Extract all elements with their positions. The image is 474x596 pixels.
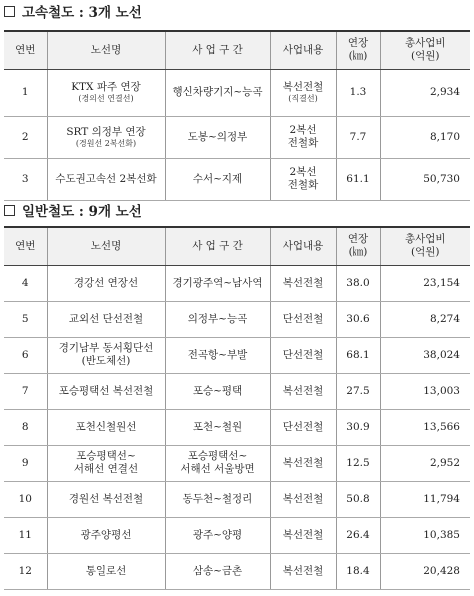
cell-no: 12 xyxy=(4,553,47,589)
cell-no: 5 xyxy=(4,301,47,337)
cell-name: 경강선 연장선 xyxy=(47,265,165,301)
cell-cost: 8,170 xyxy=(380,116,470,158)
cell-length: 68.1 xyxy=(336,337,380,373)
section-title-general xyxy=(4,200,142,220)
header-length: 연장 (㎞) xyxy=(336,31,380,69)
highspeed-rail-table xyxy=(4,30,470,201)
cell-cost: 2,934 xyxy=(380,69,470,116)
cell-work: 복선전철 xyxy=(270,445,336,481)
checkbox-icon xyxy=(4,205,15,216)
cell-work: 복선전철 xyxy=(270,553,336,589)
cell-work xyxy=(270,69,336,116)
cell-length: 30.6 xyxy=(336,301,380,337)
cell-section: 전곡항~부발 xyxy=(165,337,270,373)
cell-cost: 11,794 xyxy=(380,481,470,517)
cell-work: 복선전철 xyxy=(270,517,336,553)
header-length: 연장 (㎞) xyxy=(336,227,380,265)
table-row xyxy=(4,69,470,116)
cell-length: 27.5 xyxy=(336,373,380,409)
cell-section: 포승평택선~ 서해선 서울방면 xyxy=(165,445,270,481)
table-header-row xyxy=(4,31,470,69)
table-row xyxy=(4,481,470,517)
cell-section: 도봉~의정부 xyxy=(165,116,270,158)
cell-cost: 2,952 xyxy=(380,445,470,481)
cell-no: 1 xyxy=(4,69,47,116)
section-title-text: 일반철도 : 9개 노선 xyxy=(22,204,142,220)
general-rail-table xyxy=(4,226,470,590)
header-line-name: 노선명 xyxy=(47,227,165,265)
cell-name-sub: (경의선 연결선) xyxy=(78,94,134,103)
cell-name: 포천신철원선 xyxy=(47,409,165,445)
cell-length: 30.9 xyxy=(336,409,380,445)
cell-name: 통일로선 xyxy=(47,553,165,589)
table-row xyxy=(4,553,470,589)
cell-cost: 13,003 xyxy=(380,373,470,409)
cell-length: 50.8 xyxy=(336,481,380,517)
header-work: 사업내용 xyxy=(270,227,336,265)
cell-section: 동두천~철정리 xyxy=(165,481,270,517)
cell-no: 10 xyxy=(4,481,47,517)
table-row xyxy=(4,409,470,445)
cell-name: 포승평택선~ 서해선 연결선 xyxy=(47,445,165,481)
checkbox-icon xyxy=(4,6,15,17)
header-cost: 총사업비 (억원) xyxy=(380,227,470,265)
cell-work: 복선전철 xyxy=(270,265,336,301)
cell-no: 4 xyxy=(4,265,47,301)
cell-section: 삼송~금촌 xyxy=(165,553,270,589)
cell-name: 경원선 복선전철 xyxy=(47,481,165,517)
table-row xyxy=(4,337,470,373)
cell-name: 수도권고속선 2복선화 xyxy=(47,158,165,200)
table-row xyxy=(4,301,470,337)
cell-no: 6 xyxy=(4,337,47,373)
cell-section: 경기광주역~남사역 xyxy=(165,265,270,301)
cell-section: 포천~철원 xyxy=(165,409,270,445)
table-header-row xyxy=(4,227,470,265)
cell-work: 단선전철 xyxy=(270,337,336,373)
cell-length: 1.3 xyxy=(336,69,380,116)
cell-cost: 13,566 xyxy=(380,409,470,445)
cell-length: 61.1 xyxy=(336,158,380,200)
cell-work: 2복선 전철화 xyxy=(270,158,336,200)
section-title-text: 고속철도 : 3개 노선 xyxy=(22,5,142,21)
cell-cost: 10,385 xyxy=(380,517,470,553)
cell-cost: 50,730 xyxy=(380,158,470,200)
cell-name: 교외선 단선전철 xyxy=(47,301,165,337)
table-row xyxy=(4,158,470,200)
cell-length: 18.4 xyxy=(336,553,380,589)
cell-name-sub: (경원선 2복선화) xyxy=(75,138,137,148)
header-section: 사 업 구 간 xyxy=(165,31,270,69)
section-title-highspeed xyxy=(4,1,142,21)
cell-name: 경기남부 동서횡단선 (반도체선) xyxy=(47,337,165,373)
cell-cost: 20,428 xyxy=(380,553,470,589)
cell-length: 12.5 xyxy=(336,445,380,481)
cell-name-main: SRT 의정부 연장 xyxy=(66,125,146,138)
header-section: 사 업 구 간 xyxy=(165,227,270,265)
cell-no: 9 xyxy=(4,445,47,481)
cell-length: 26.4 xyxy=(336,517,380,553)
header-cost: 총사업비 (억원) xyxy=(380,31,470,69)
table-row xyxy=(4,517,470,553)
cell-cost: 8,274 xyxy=(380,301,470,337)
header-no: 연번 xyxy=(4,227,47,265)
cell-length: 38.0 xyxy=(336,265,380,301)
cell-cost: 23,154 xyxy=(380,265,470,301)
cell-name xyxy=(47,69,165,116)
header-no: 연번 xyxy=(4,31,47,69)
cell-work-sub: (직결선) xyxy=(288,94,318,103)
cell-no: 11 xyxy=(4,517,47,553)
cell-no: 3 xyxy=(4,158,47,200)
cell-no: 7 xyxy=(4,373,47,409)
cell-name-main: KTX 파주 연장 xyxy=(71,81,141,93)
cell-name: 광주양평선 xyxy=(47,517,165,553)
cell-work: 2복선 전철화 xyxy=(270,116,336,158)
cell-work: 복선전철 xyxy=(270,481,336,517)
cell-work: 복선전철 xyxy=(270,373,336,409)
cell-no: 8 xyxy=(4,409,47,445)
cell-no: 2 xyxy=(4,116,47,158)
cell-section: 포승~평택 xyxy=(165,373,270,409)
cell-section: 광주~양평 xyxy=(165,517,270,553)
cell-work-main: 복선전철 xyxy=(282,81,324,93)
table-row xyxy=(4,265,470,301)
cell-section: 의정부~능곡 xyxy=(165,301,270,337)
cell-section: 수서~지제 xyxy=(165,158,270,200)
header-line-name: 노선명 xyxy=(47,31,165,69)
cell-work: 단선전철 xyxy=(270,301,336,337)
table-row xyxy=(4,445,470,481)
cell-name: 포승평택선 복선전철 xyxy=(47,373,165,409)
cell-length: 7.7 xyxy=(336,116,380,158)
table-row xyxy=(4,116,470,158)
header-work: 사업내용 xyxy=(270,31,336,69)
table-row xyxy=(4,373,470,409)
cell-cost: 38,024 xyxy=(380,337,470,373)
cell-section: 행신차량기지~능곡 xyxy=(165,69,270,116)
cell-work: 단선전철 xyxy=(270,409,336,445)
cell-name xyxy=(47,116,165,158)
